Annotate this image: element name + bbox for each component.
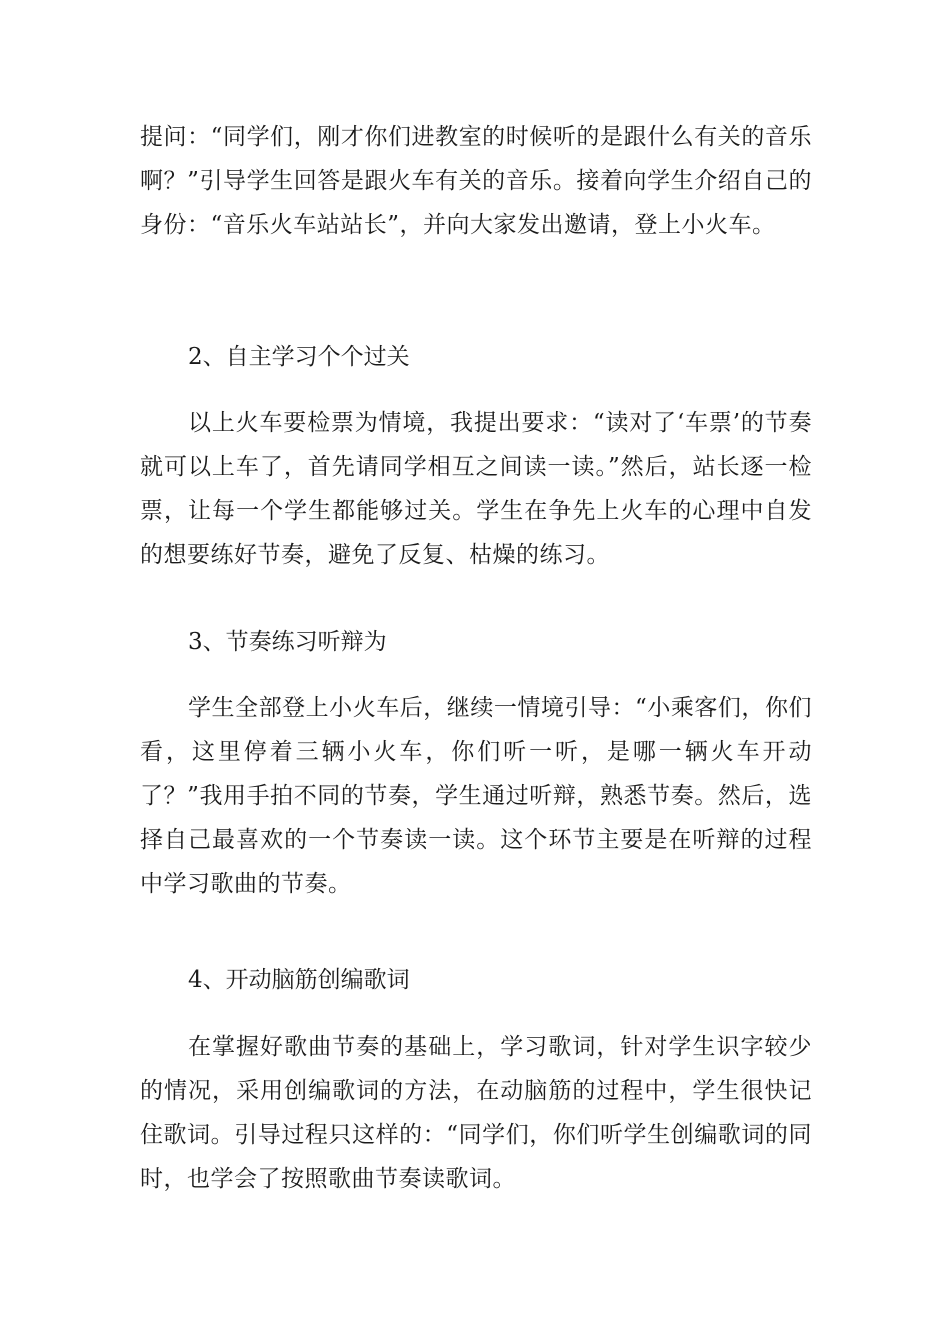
paragraph-ticket-check: 以上火车要检票为情境，我提出要求：“读对了‘车票’的节奏就可以上车了，首先请同学相互之间读一读。”然后，站长逐一检票，让每一个学生都能够过关。学生在争先上火车的心理中自发的想要练好节奏，避免了反复、枯燥的练习。 — [140, 410, 812, 568]
section-heading-4: 4、开动脑筋创编歌词 — [188, 967, 410, 993]
paragraph-lyrics-creation: 在掌握好歌曲节奏的基础上，学习歌词，针对学生识字较少的情况，采用创编歌词的方法，在动脑筋的过程中，学生很快记住歌词。引导过程只这样的：“同学们，你们听学生创编歌词的同时，也学会了按照歌曲节奏读歌词。 — [140, 1034, 812, 1192]
paragraph-rhythm-listening: 学生全部登上小火车后，继续一情境引导：“小乘客们，你们看，这里停着三辆小火车，你们听一听，是哪一辆火车开动了？”我用手拍不同的节奏，学生通过听辩，熟悉节奏。然后，选择自己最喜欢的一个节奏读一读。这个环节主要是在听辩的过程中学习歌曲的节奏。 — [140, 695, 812, 897]
paragraph-intro-question: 提问：“同学们，刚才你们进教室的时候听的是跟什么有关的音乐啊？”引导学生回答是跟火车有关的音乐。接着向学生介绍自己的身份：“音乐火车站站长”，并向大家发出邀请，登上小火车。 — [140, 124, 812, 238]
section-heading-2: 2、自主学习个个过关 — [188, 344, 410, 370]
section-heading-3: 3、节奏练习听辩为 — [188, 629, 387, 655]
